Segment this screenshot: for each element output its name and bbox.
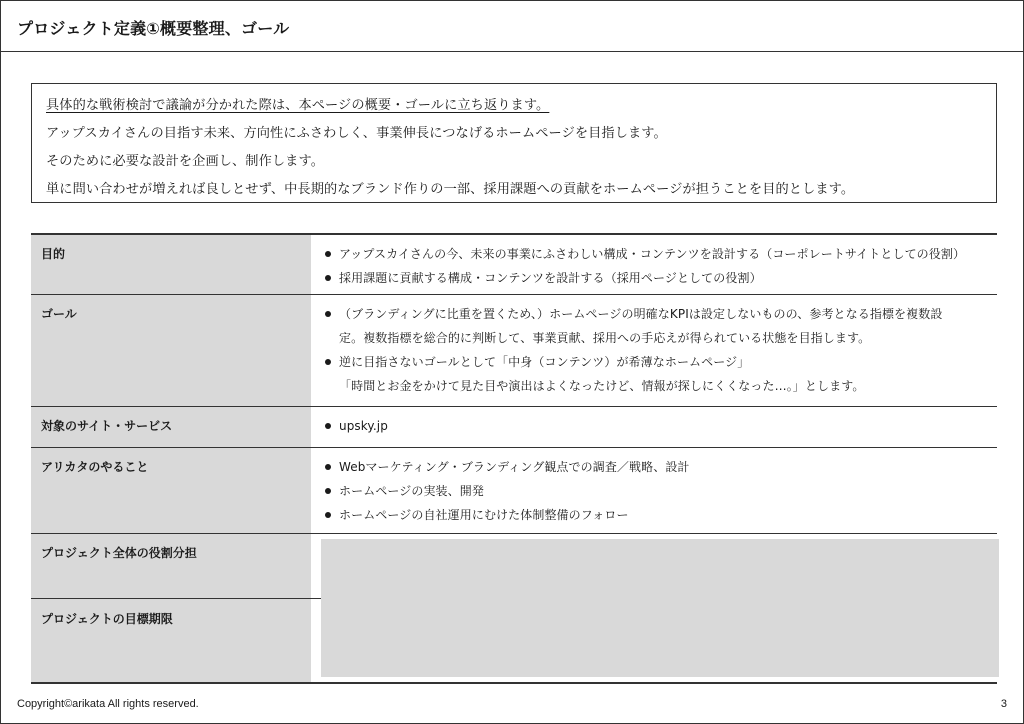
summary-line: 単に問い合わせが増えれば良しとせず、中長期的なブランド作りの一部、採用課題への貢献をホームページが担うことを目的とします。 xyxy=(46,182,855,197)
list-item: アップスカイさんの今、未来の事業にふさわしい構成・コンテンツを設計する（コーポレートサイトとしての役割） xyxy=(325,242,989,266)
row-label-arikata: アリカタのやること xyxy=(31,448,311,533)
placeholder-box xyxy=(321,539,999,677)
list-item: ホームページの自社運用にむけた体制整備のフォロー xyxy=(325,503,989,527)
row-content-goal xyxy=(311,295,997,406)
row-content-site xyxy=(311,407,997,447)
summary-line: アップスカイさんの目指す未来、方向性にふさわしく、事業伸長につなげるホームページを目指します。 xyxy=(46,126,667,141)
list-item xyxy=(325,302,989,350)
row-divider xyxy=(31,598,321,599)
list-item-line: 「時間とお金をかけて見た目や演出はよくなったけど、情報が探しにくくなった…。」とします。 xyxy=(339,379,865,393)
row-content-arikata xyxy=(311,448,997,533)
page-title: プロジェクト定義①概要整理、ゴール xyxy=(17,19,290,38)
list-item-line: 定。複数指標を総合的に判断して、事業貢献、採用への手応えが得られている状態を目指します。 xyxy=(339,331,871,345)
row-label-roles: プロジェクト全体の役割分担 xyxy=(41,546,197,560)
summary-box xyxy=(31,83,997,203)
page-number: 3 xyxy=(1000,698,1007,710)
table-row-site xyxy=(31,407,997,448)
summary-line: そのために必要な設計を企画し、制作します。 xyxy=(46,154,324,169)
table-row-roles-deadline xyxy=(31,534,997,684)
table-row-purpose xyxy=(31,235,997,295)
bottom-labels xyxy=(31,534,311,682)
row-content-purpose xyxy=(311,235,997,294)
copyright-text: Copyright©arikata All rights reserved. xyxy=(17,698,199,710)
list-item xyxy=(325,350,989,398)
list-item: upsky.jp xyxy=(325,414,989,438)
row-label-deadline: プロジェクトの目標期限 xyxy=(41,612,173,626)
row-label-goal: ゴール xyxy=(31,295,311,406)
table-row-arikata xyxy=(31,448,997,534)
list-item-line: （ブランディングに比重を置くため、）ホームページの明確なKPIは設定しないものの、参考となる指標を複数設 xyxy=(339,307,943,321)
slide-header xyxy=(1,1,1023,52)
list-item: 採用課題に貢献する構成・コンテンツを設計する（採用ページとしての役割） xyxy=(325,266,989,290)
list-item: Webマーケティング・ブランディング観点での調査／戦略、設計 xyxy=(325,455,989,479)
table-row-goal xyxy=(31,295,997,407)
row-label-purpose: 目的 xyxy=(31,235,311,294)
list-item: ホームページの実装、開発 xyxy=(325,479,989,503)
row-label-site: 対象のサイト・サービス xyxy=(31,407,311,447)
summary-line: 具体的な戦術検討で議論が分かれた際は、本ページの概要・ゴールに立ち返ります。 xyxy=(46,98,550,113)
definition-table xyxy=(31,233,997,684)
list-item-line: 逆に目指さないゴールとして「中身（コンテンツ）が希薄なホームページ」 xyxy=(339,355,750,369)
